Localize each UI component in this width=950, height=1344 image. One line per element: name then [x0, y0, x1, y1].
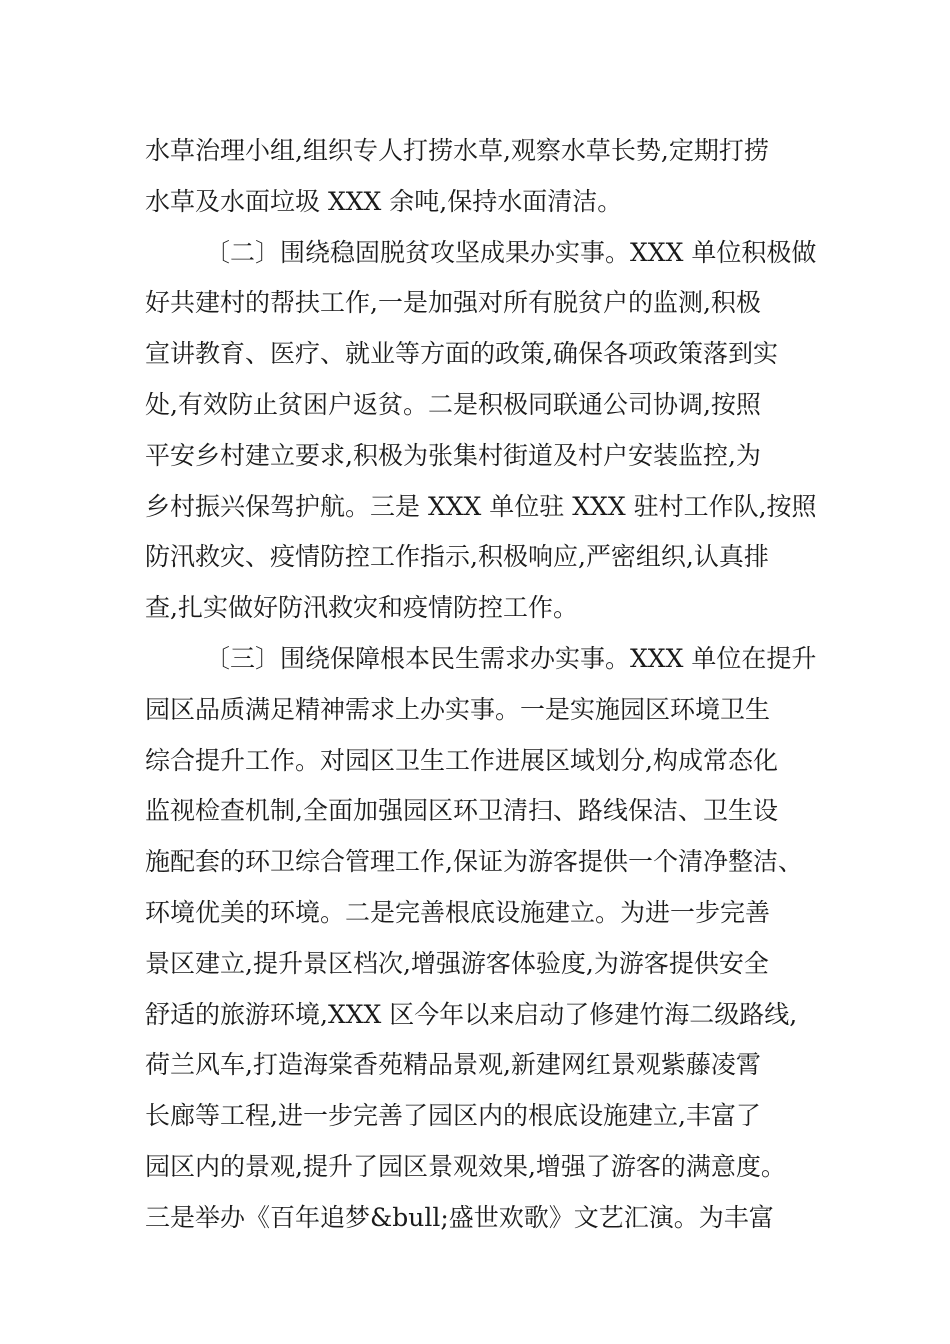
text-line: 防汛救灾、疫情防控工作指示,积极响应,严密组织,认真排	[145, 542, 769, 572]
text-line: 园区内的景观,提升了园区景观效果,增强了游客的满意度。	[145, 1151, 786, 1181]
text-line: 舒适的旅游环境,XXX 区今年以来启动了修建竹海二级路线,	[145, 999, 798, 1029]
body-text	[145, 126, 815, 1244]
text-line: 环境优美的环境。二是完善根底设施建立。为进一步完善	[145, 897, 771, 927]
text-line: 监视检查机制,全面加强园区环卫清扫、路线保洁、卫生设	[145, 796, 778, 826]
text-line: 好共建村的帮扶工作,一是加强对所有脱贫户的监测,积极	[145, 288, 761, 318]
text-line: 水草及水面垃圾 XXX 余吨,保持水面清洁。	[145, 186, 623, 216]
text-line: 查,扎实做好防汛救灾和疫情防控工作。	[145, 593, 578, 623]
text-line: 景区建立,提升景区档次,增强游客体验度,为游客提供安全	[145, 948, 769, 978]
text-line: 处,有效防止贫困户返贫。二是积极同联通公司协调,按照	[145, 389, 761, 419]
paragraph-start-line: 〔二〕围绕稳固脱贫攻坚成果办实事。XXX 单位积极做	[205, 237, 817, 267]
text-line: 施配套的环卫综合管理工作,保证为游客提供一个清净整洁、	[145, 847, 803, 877]
text-line: 水草治理小组,组织专人打捞水草,观察水草长势,定期打捞	[145, 136, 769, 165]
text-line: 三是举办《百年追梦&bull;盛世欢歌》文艺汇演。为丰富	[145, 1202, 774, 1232]
text-line: 园区品质满足精神需求上办实事。一是实施园区环境卫生	[145, 694, 771, 724]
paragraph-start-line: 〔三〕围绕保障根本民生需求办实事。XXX 单位在提升	[205, 643, 817, 673]
text-line: 综合提升工作。对园区卫生工作进展区域划分,构成常态化	[145, 745, 778, 775]
text-line: 乡村振兴保驾护航。三是 XXX 单位驻 XXX 驻村工作队,按照	[145, 491, 817, 521]
text-line: 宣讲教育、医疗、就业等方面的政策,确保各项政策落到实	[145, 339, 778, 369]
text-line: 平安乡村建立要求,积极为张集村街道及村户安装监控,为	[145, 440, 761, 470]
text-line: 长廊等工程,进一步完善了园区内的根底设施建立,丰富了	[145, 1101, 761, 1131]
text-line: 荷兰风车,打造海棠香苑精品景观,新建网红景观紫藤凌霄	[145, 1050, 761, 1080]
